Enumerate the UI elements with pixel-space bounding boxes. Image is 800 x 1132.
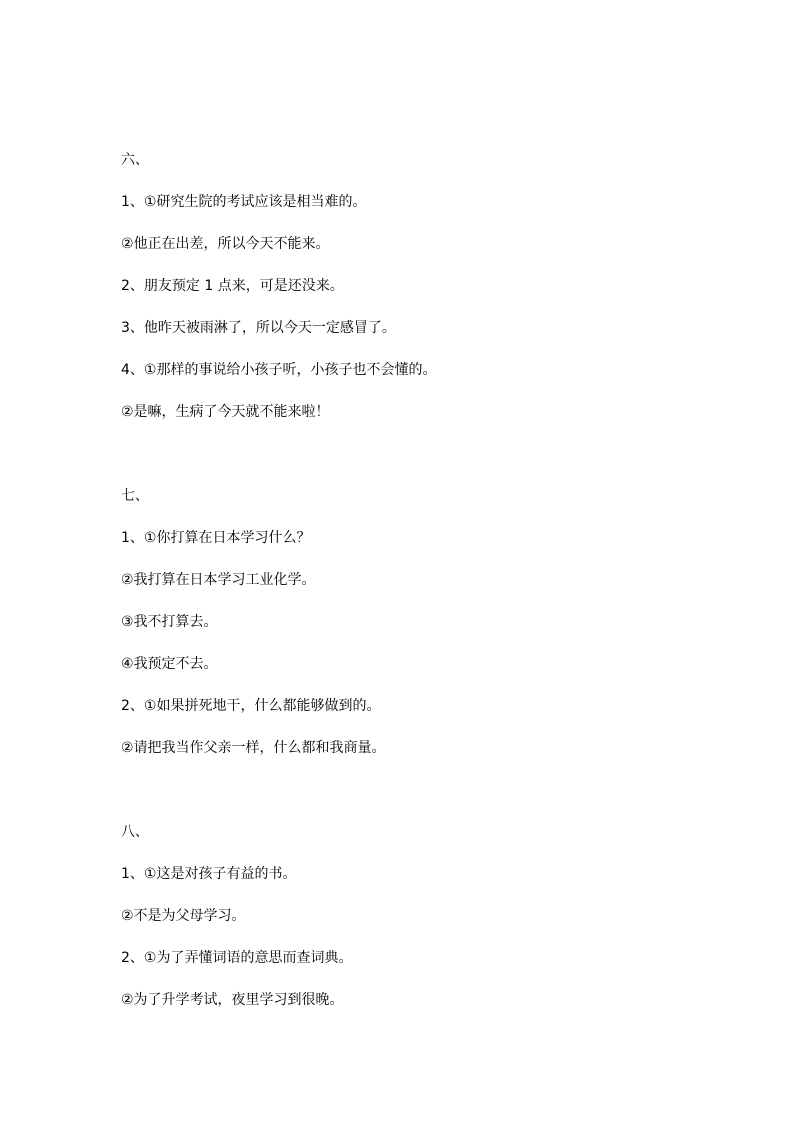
- answer-line: 4、①那样的事说给小孩子听，小孩子也不会懂的。: [121, 362, 437, 378]
- answer-line: ②不是为父母学习。: [121, 908, 246, 924]
- answer-line: 2、①为了弄懂词语的意思而查词典。: [121, 950, 353, 966]
- answer-line: ②他正在出差，所以今天不能来。: [121, 236, 330, 252]
- section-heading: 八、: [121, 824, 149, 840]
- section-heading: 七、: [121, 488, 149, 504]
- section-8: [121, 822, 741, 1010]
- answer-line: ②请把我当作父亲一样，什么都和我商量。: [121, 740, 386, 756]
- answer-line: ④我预定不去。: [121, 656, 218, 672]
- section-7: [121, 486, 741, 758]
- answer-line: ②是嘛，生病了今天就不能来啦！: [121, 404, 330, 420]
- answer-line: 2、①如果拼死地干，什么都能够做到的。: [121, 698, 381, 714]
- answer-line: 2、朋友预定 1 点来，可是还没来。: [121, 278, 344, 294]
- answer-line: ②我打算在日本学习工业化学。: [121, 572, 316, 588]
- answer-line: 1、①你打算在日本学习什么？: [121, 530, 311, 546]
- answer-line: 1、①研究生院的考试应该是相当难的。: [121, 194, 367, 210]
- answer-line: 1、①这是对孩子有益的书。: [121, 866, 297, 882]
- section-heading: 六、: [121, 152, 149, 168]
- section-6: [121, 150, 741, 422]
- answer-line: ③我不打算去。: [121, 614, 218, 630]
- answer-line: 3、他昨天被雨淋了，所以今天一定感冒了。: [121, 320, 396, 336]
- answer-line: ②为了升学考试，夜里学习到很晚。: [121, 992, 344, 1008]
